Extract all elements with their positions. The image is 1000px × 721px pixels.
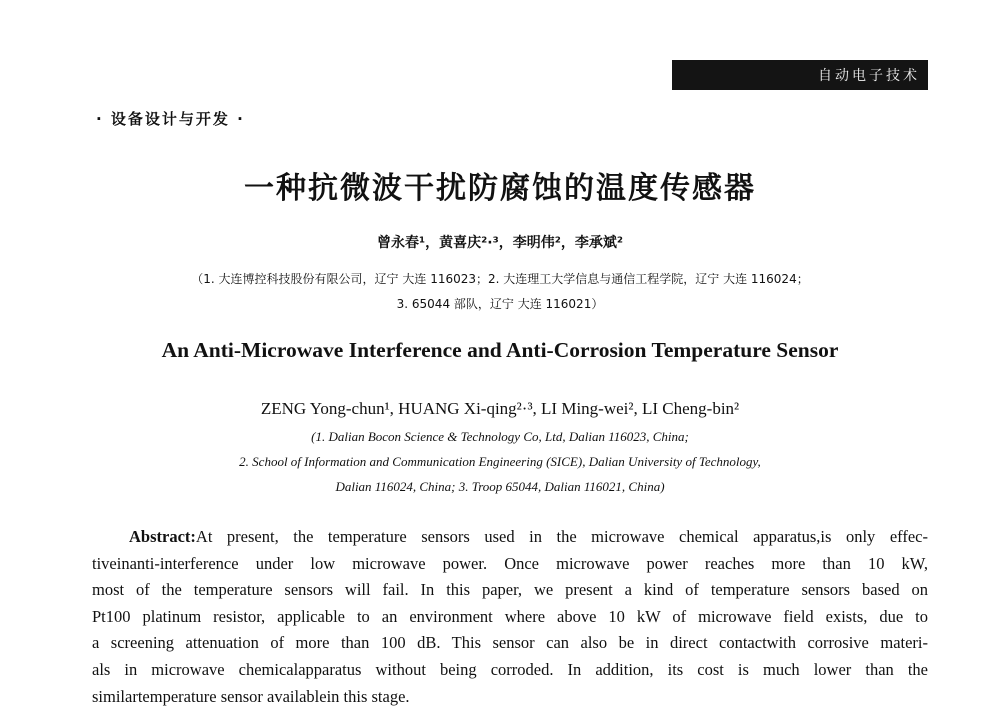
abstract-line: most of the temperature sensors will fail. In this paper, we present a kind of temperature sensors based on: [92, 580, 928, 600]
journal-name: 自动电子技术: [818, 68, 920, 84]
paper-title-chinese: 一种抗微波干扰防腐蚀的温度传感器: [244, 171, 756, 206]
abstract-line-text: At present, the temperature sensors used in the microwave chemical apparatus,is only effec-: [195, 527, 928, 546]
abstract-line: Pt100 platinum resistor, applicable to an environment where above 10 kW of microwave field exists, due to: [92, 606, 928, 626]
affiliation-chinese-line: 3. 65044 部队，辽宁 大连 116021）: [396, 297, 604, 311]
abstract: [92, 524, 928, 710]
journal-banner: [672, 60, 928, 90]
paper-title-english: An Anti-Microwave Interference and Anti-Corrosion Temperature Sensor: [161, 338, 839, 362]
affiliation-english-line: (1. Dalian Bocon Science & Technology Co, Ltd, Dalian 116023, China;: [311, 429, 689, 444]
authors-english: ZENG Yong-chun¹, HUANG Xi-qing²·³, LI Ming-wei², LI Cheng-bin²: [260, 399, 740, 418]
affiliation-english-line: 2. School of Information and Communication Engineering (SICE), Dalian University of Technology,: [239, 454, 761, 469]
abstract-line: similartemperature sensor availablein this stage.: [92, 686, 410, 706]
section-tag: · 设备设计与开发 ·: [96, 110, 245, 128]
abstract-line: tiveinanti-interference under low microwave power. Once microwave power reaches more than 10 kW,: [92, 553, 928, 573]
abstract-label: Abstract:: [129, 527, 196, 546]
authors-chinese: 曾永春¹，黄喜庆²·³，李明伟²，李承斌²: [377, 235, 623, 251]
abstract-line: [92, 524, 928, 551]
affiliation-english-line: Dalian 116024, China; 3. Troop 65044, Dalian 116021, China): [335, 479, 665, 494]
abstract-line: als in microwave chemicalapparatus without being corroded. In addition, its cost is much lower than the: [92, 659, 928, 679]
abstract-line: a screening attenuation of more than 100 dB. This sensor can also be in direct contactwith corrosive materi-: [92, 633, 928, 653]
affiliation-chinese-line: （1. 大连博控科技股份有限公司，辽宁 大连 116023；2. 大连理工大学信息与通信工程学院，辽宁 大连 116024；: [191, 272, 809, 286]
